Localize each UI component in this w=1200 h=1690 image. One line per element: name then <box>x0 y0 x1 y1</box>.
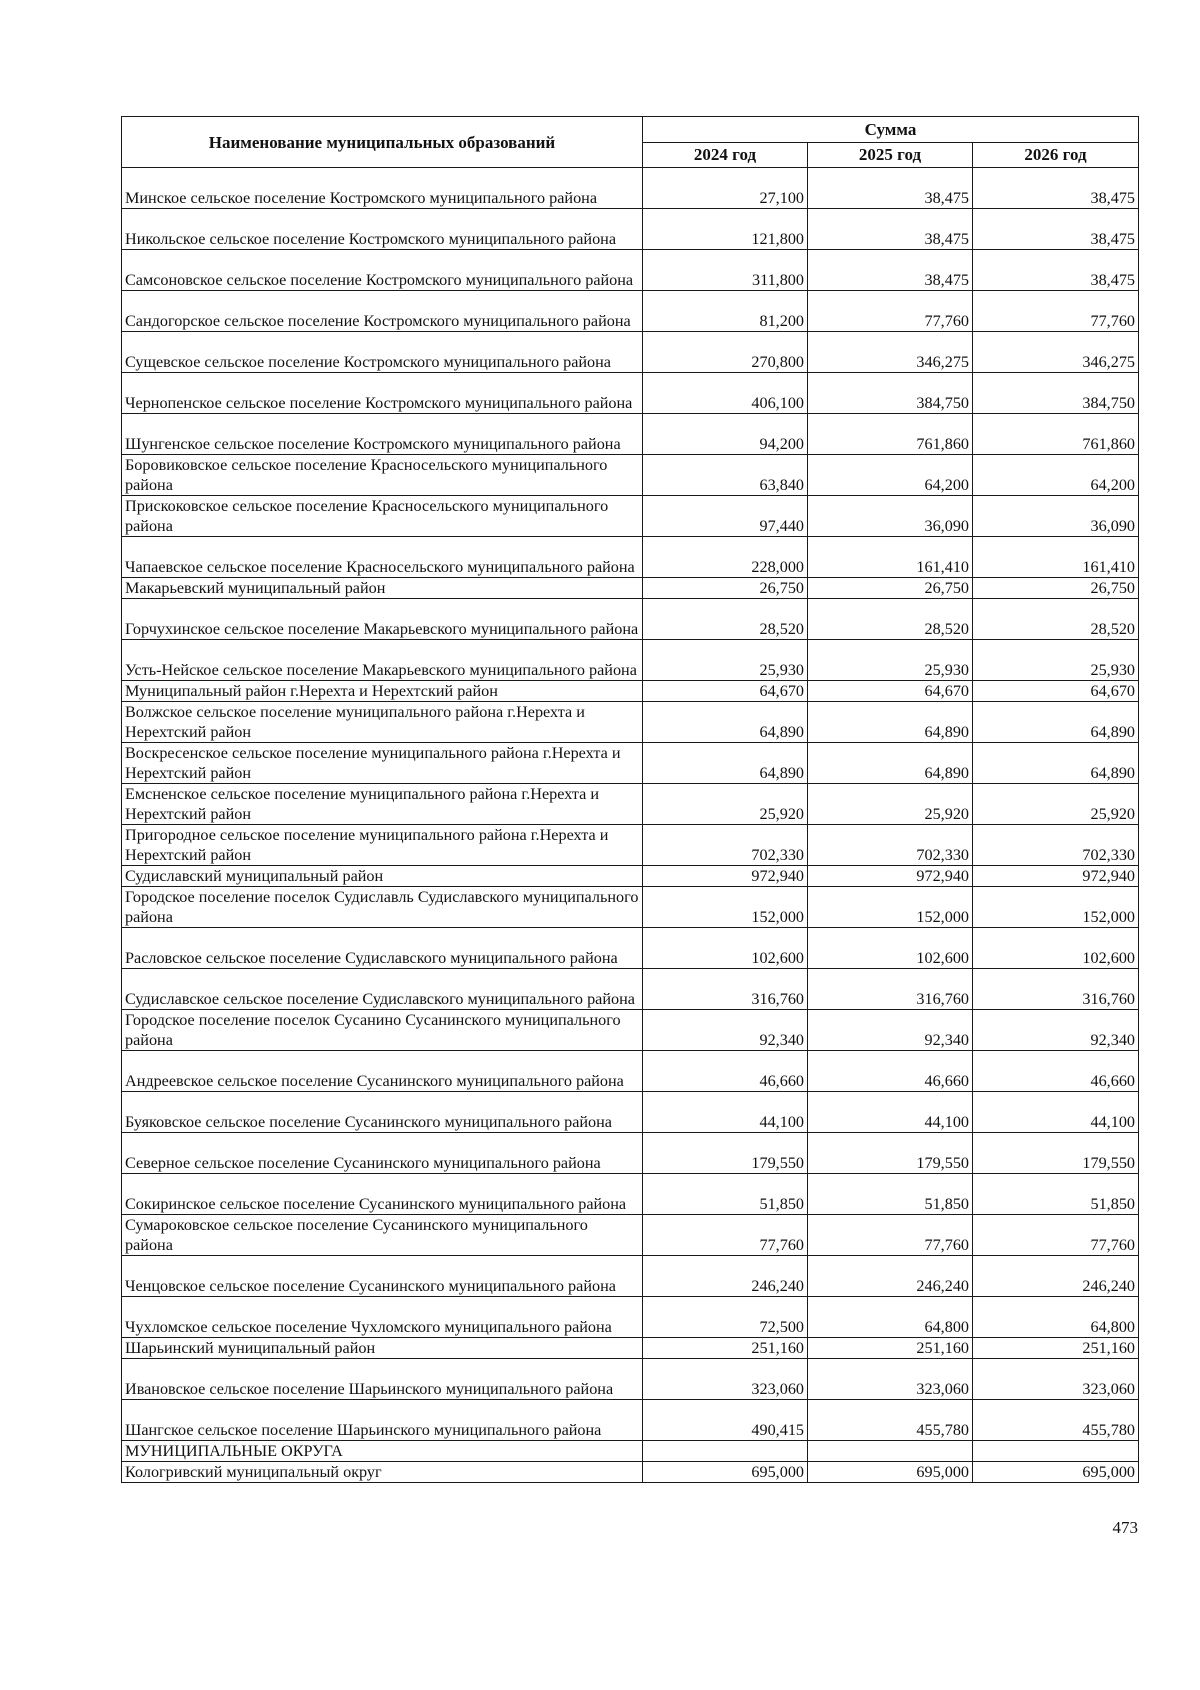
amount-2026-cell: 346,275 <box>973 332 1139 373</box>
municipality-name-cell: Андреевское сельское поселение Сусанинского муниципального района <box>122 1051 643 1092</box>
amount-2024-cell: 152,000 <box>643 887 808 928</box>
municipality-name-cell: Судиславское сельское поселение Судиславского муниципального района <box>122 969 643 1010</box>
amount-2025-cell: 695,000 <box>808 1462 973 1483</box>
amount-2026-cell: 384,750 <box>973 373 1139 414</box>
amount-2025-cell: 246,240 <box>808 1256 973 1297</box>
amount-2026-cell: 77,760 <box>973 1215 1139 1256</box>
table-row <box>122 702 1139 743</box>
municipality-name-cell: Кологривский муниципальный округ <box>122 1462 643 1483</box>
municipality-name-cell: Городское поселение поселок Сусанино Сусанинского муниципального района <box>122 1010 643 1051</box>
amount-2026-cell: 323,060 <box>973 1359 1139 1400</box>
amount-2025-cell: 25,920 <box>808 784 973 825</box>
amount-2026-cell: 64,200 <box>973 455 1139 496</box>
municipality-name-cell: Воскресенское сельское поселение муниципального района г.Нерехта и Нерехтский район <box>122 743 643 784</box>
table-row <box>122 537 1139 578</box>
amount-2026-cell: 761,860 <box>973 414 1139 455</box>
amount-2024-cell: 316,760 <box>643 969 808 1010</box>
table-header <box>122 117 1139 168</box>
municipality-name-cell: МУНИЦИПАЛЬНЫЕ ОКРУГА <box>122 1441 643 1462</box>
page-number: 473 <box>1112 1518 1138 1537</box>
amount-2026-cell: 702,330 <box>973 825 1139 866</box>
amount-2024-cell: 63,840 <box>643 455 808 496</box>
municipality-name-cell: Шунгенское сельское поселение Костромского муниципального района <box>122 414 643 455</box>
table-row <box>122 1092 1139 1133</box>
table-row <box>122 291 1139 332</box>
amount-2024-cell: 246,240 <box>643 1256 808 1297</box>
amount-2025-cell: 28,520 <box>808 599 973 640</box>
amount-2025-cell: 761,860 <box>808 414 973 455</box>
column-header-2024: 2024 год <box>643 142 808 168</box>
amount-2026-cell: 36,090 <box>973 496 1139 537</box>
amount-2025-cell: 25,930 <box>808 640 973 681</box>
municipality-name-cell: Судиславский муниципальный район <box>122 866 643 887</box>
table-row <box>122 599 1139 640</box>
amount-2026-cell: 246,240 <box>973 1256 1139 1297</box>
table-row <box>122 825 1139 866</box>
amount-2026-cell: 77,760 <box>973 291 1139 332</box>
table-row <box>122 1338 1139 1359</box>
table-row <box>122 1359 1139 1400</box>
amount-2026-cell: 64,800 <box>973 1297 1139 1338</box>
column-header-2025: 2025 год <box>808 142 973 168</box>
municipality-name-cell: Чапаевское сельское поселение Красносельского муниципального района <box>122 537 643 578</box>
municipality-name-cell: Емсненское сельское поселение муниципального района г.Нерехта и Нерехтский район <box>122 784 643 825</box>
amount-2024-cell: 121,800 <box>643 209 808 250</box>
amount-2026-cell: 251,160 <box>973 1338 1139 1359</box>
table-row <box>122 784 1139 825</box>
table-row <box>122 1215 1139 1256</box>
amount-2024-cell: 406,100 <box>643 373 808 414</box>
amount-2026-cell: 44,100 <box>973 1092 1139 1133</box>
amount-2025-cell: 64,670 <box>808 681 973 702</box>
amount-2025-cell: 38,475 <box>808 168 973 209</box>
budget-table <box>121 116 1139 1483</box>
amount-2024-cell: 179,550 <box>643 1133 808 1174</box>
amount-2024-cell: 25,930 <box>643 640 808 681</box>
amount-2024-cell <box>643 1441 808 1462</box>
amount-2025-cell: 346,275 <box>808 332 973 373</box>
amount-2024-cell: 92,340 <box>643 1010 808 1051</box>
municipality-name-cell: Никольское сельское поселение Костромского муниципального района <box>122 209 643 250</box>
table-row <box>122 969 1139 1010</box>
table-row <box>122 887 1139 928</box>
amount-2025-cell: 26,750 <box>808 578 973 599</box>
municipality-name-cell: Сокиринское сельское поселение Сусанинского муниципального района <box>122 1174 643 1215</box>
amount-2026-cell: 25,920 <box>973 784 1139 825</box>
amount-2026-cell: 92,340 <box>973 1010 1139 1051</box>
amount-2024-cell: 25,920 <box>643 784 808 825</box>
municipality-name-cell: Муниципальный район г.Нерехта и Нерехтский район <box>122 681 643 702</box>
amount-2025-cell: 64,890 <box>808 743 973 784</box>
amount-2024-cell: 323,060 <box>643 1359 808 1400</box>
amount-2025-cell: 64,200 <box>808 455 973 496</box>
amount-2024-cell: 81,200 <box>643 291 808 332</box>
municipality-name-cell: Расловское сельское поселение Судиславского муниципального района <box>122 928 643 969</box>
table-row <box>122 1010 1139 1051</box>
amount-2025-cell: 46,660 <box>808 1051 973 1092</box>
amount-2025-cell: 38,475 <box>808 209 973 250</box>
amount-2024-cell: 695,000 <box>643 1462 808 1483</box>
municipality-name-cell: Чернопенское сельское поселение Костромского муниципального района <box>122 373 643 414</box>
amount-2026-cell: 152,000 <box>973 887 1139 928</box>
municipality-name-cell: Шарьинский муниципальный район <box>122 1338 643 1359</box>
amount-2025-cell: 44,100 <box>808 1092 973 1133</box>
table-row <box>122 640 1139 681</box>
municipality-name-cell: Ивановское сельское поселение Шарьинского муниципального района <box>122 1359 643 1400</box>
table-row <box>122 373 1139 414</box>
amount-2024-cell: 97,440 <box>643 496 808 537</box>
municipality-name-cell: Северное сельское поселение Сусанинского муниципального района <box>122 1133 643 1174</box>
table-row <box>122 209 1139 250</box>
column-header-2026: 2026 год <box>973 142 1139 168</box>
amount-2025-cell: 323,060 <box>808 1359 973 1400</box>
table-row <box>122 414 1139 455</box>
table-row <box>122 1297 1139 1338</box>
amount-2024-cell: 64,890 <box>643 702 808 743</box>
table-row <box>122 1441 1139 1462</box>
table-row <box>122 1051 1139 1092</box>
amount-2026-cell: 38,475 <box>973 250 1139 291</box>
municipality-name-cell: Городское поселение поселок Судиславль Судиславского муниципального района <box>122 887 643 928</box>
amount-2025-cell: 972,940 <box>808 866 973 887</box>
municipality-name-cell: Пригородное сельское поселение муниципального района г.Нерехта и Нерехтский район <box>122 825 643 866</box>
amount-2024-cell: 94,200 <box>643 414 808 455</box>
table-body <box>122 168 1139 1483</box>
amount-2025-cell: 51,850 <box>808 1174 973 1215</box>
table-row <box>122 578 1139 599</box>
amount-2024-cell: 26,750 <box>643 578 808 599</box>
amount-2025-cell: 455,780 <box>808 1400 973 1441</box>
municipality-name-cell: Минское сельское поселение Костромского муниципального района <box>122 168 643 209</box>
amount-2024-cell: 44,100 <box>643 1092 808 1133</box>
amount-2024-cell: 270,800 <box>643 332 808 373</box>
municipality-name-cell: Сущевское сельское поселение Костромского муниципального района <box>122 332 643 373</box>
amount-2026-cell: 64,890 <box>973 743 1139 784</box>
municipality-name-cell: Волжское сельское поселение муниципального района г.Нерехта и Нерехтский район <box>122 702 643 743</box>
amount-2025-cell: 251,160 <box>808 1338 973 1359</box>
column-group-header-sum: Сумма <box>643 117 1139 143</box>
table-row <box>122 681 1139 702</box>
table-row <box>122 1462 1139 1483</box>
amount-2026-cell: 102,600 <box>973 928 1139 969</box>
municipality-name-cell: Сумароковское сельское поселение Сусанинского муниципального района <box>122 1215 643 1256</box>
municipality-name-cell: Самсоновское сельское поселение Костромского муниципального района <box>122 250 643 291</box>
amount-2024-cell: 51,850 <box>643 1174 808 1215</box>
amount-2024-cell: 27,100 <box>643 168 808 209</box>
table-row <box>122 455 1139 496</box>
amount-2025-cell: 36,090 <box>808 496 973 537</box>
amount-2024-cell: 490,415 <box>643 1400 808 1441</box>
amount-2025-cell: 179,550 <box>808 1133 973 1174</box>
amount-2024-cell: 72,500 <box>643 1297 808 1338</box>
municipality-name-cell: Шангское сельское поселение Шарьинского муниципального района <box>122 1400 643 1441</box>
amount-2026-cell: 64,670 <box>973 681 1139 702</box>
amount-2026-cell: 26,750 <box>973 578 1139 599</box>
table-row <box>122 1133 1139 1174</box>
amount-2026-cell: 455,780 <box>973 1400 1139 1441</box>
table-row <box>122 866 1139 887</box>
amount-2024-cell: 228,000 <box>643 537 808 578</box>
table-row <box>122 250 1139 291</box>
municipality-name-cell: Буяковское сельское поселение Сусанинского муниципального района <box>122 1092 643 1133</box>
table-row <box>122 1400 1139 1441</box>
amount-2024-cell: 702,330 <box>643 825 808 866</box>
table-row <box>122 1174 1139 1215</box>
amount-2024-cell: 102,600 <box>643 928 808 969</box>
table-row <box>122 928 1139 969</box>
municipality-name-cell: Усть-Нейское сельское поселение Макарьевского муниципального района <box>122 640 643 681</box>
amount-2024-cell: 311,800 <box>643 250 808 291</box>
amount-2025-cell: 152,000 <box>808 887 973 928</box>
amount-2025-cell: 161,410 <box>808 537 973 578</box>
amount-2026-cell: 25,930 <box>973 640 1139 681</box>
municipality-name-cell: Сандогорское сельское поселение Костромского муниципального района <box>122 291 643 332</box>
amount-2025-cell: 38,475 <box>808 250 973 291</box>
amount-2026-cell: 46,660 <box>973 1051 1139 1092</box>
amount-2026-cell: 695,000 <box>973 1462 1139 1483</box>
table-row <box>122 1256 1139 1297</box>
amount-2025-cell: 316,760 <box>808 969 973 1010</box>
table-row <box>122 743 1139 784</box>
amount-2025-cell: 64,890 <box>808 702 973 743</box>
amount-2026-cell: 38,475 <box>973 168 1139 209</box>
amount-2026-cell: 51,850 <box>973 1174 1139 1215</box>
amount-2026-cell <box>973 1441 1139 1462</box>
amount-2025-cell: 64,800 <box>808 1297 973 1338</box>
municipality-name-cell: Горчухинское сельское поселение Макарьевского муниципального района <box>122 599 643 640</box>
amount-2025-cell: 77,760 <box>808 291 973 332</box>
column-header-name: Наименование муниципальных образований <box>122 117 643 168</box>
amount-2024-cell: 972,940 <box>643 866 808 887</box>
table-row <box>122 168 1139 209</box>
amount-2024-cell: 251,160 <box>643 1338 808 1359</box>
amount-2024-cell: 77,760 <box>643 1215 808 1256</box>
amount-2026-cell: 179,550 <box>973 1133 1139 1174</box>
table-row <box>122 496 1139 537</box>
amount-2026-cell: 38,475 <box>973 209 1139 250</box>
table-row <box>122 332 1139 373</box>
amount-2025-cell: 77,760 <box>808 1215 973 1256</box>
amount-2024-cell: 64,670 <box>643 681 808 702</box>
amount-2025-cell: 384,750 <box>808 373 973 414</box>
amount-2024-cell: 64,890 <box>643 743 808 784</box>
municipality-name-cell: Прискоковское сельское поселение Красносельского муниципального района <box>122 496 643 537</box>
amount-2026-cell: 28,520 <box>973 599 1139 640</box>
amount-2026-cell: 972,940 <box>973 866 1139 887</box>
amount-2025-cell: 102,600 <box>808 928 973 969</box>
municipality-name-cell: Ченцовское сельское поселение Сусанинского муниципального района <box>122 1256 643 1297</box>
amount-2025-cell <box>808 1441 973 1462</box>
amount-2025-cell: 702,330 <box>808 825 973 866</box>
amount-2024-cell: 28,520 <box>643 599 808 640</box>
amount-2025-cell: 92,340 <box>808 1010 973 1051</box>
municipality-name-cell: Макарьевский муниципальный район <box>122 578 643 599</box>
municipality-name-cell: Боровиковское сельское поселение Красносельского муниципального района <box>122 455 643 496</box>
municipality-name-cell: Чухломское сельское поселение Чухломского муниципального района <box>122 1297 643 1338</box>
amount-2024-cell: 46,660 <box>643 1051 808 1092</box>
amount-2026-cell: 161,410 <box>973 537 1139 578</box>
amount-2026-cell: 316,760 <box>973 969 1139 1010</box>
amount-2026-cell: 64,890 <box>973 702 1139 743</box>
